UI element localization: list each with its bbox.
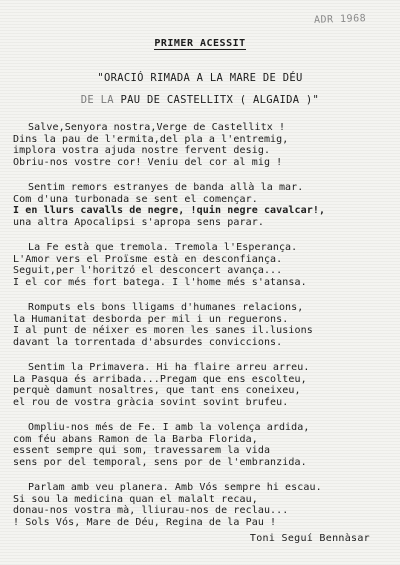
poem-line: Dins la pau de l'ermita,del pla a l'entremig, [13, 133, 289, 145]
poem-line: I el cor més fort batega. I l'home més s'atansa. [13, 276, 307, 288]
poem-line: davant la torrentada d'absurdes conviccions. [13, 336, 283, 348]
prize-heading-text: PRIMER ACESSIT [154, 38, 246, 49]
poem-line: L'Amor vers el Proïsme està en desconfiança. [13, 253, 283, 265]
poem-line: Parlam amb veu planera. Amb Vós sempre hi escau. [28, 482, 322, 493]
stanza-7 [13, 482, 393, 528]
poem-line: implora vostra ajuda nostre fervent desig. [13, 145, 271, 156]
poem-line: Salve,Senyora nostra,Verge de Castellitx ! [28, 122, 286, 133]
poem-line: ! Sols Vós, Mare de Déu, Regina de la Pau ! [13, 516, 277, 528]
stanza-3 [13, 242, 393, 288]
poem-title-line-2 [0, 94, 400, 106]
stanza-5 [13, 362, 393, 408]
poem-title-faint-text: DE LA [80, 94, 114, 106]
poem-line: La Pasqua és arribada...Pregam que ens escolteu, [13, 373, 307, 385]
poem-body [13, 122, 393, 542]
stanza-4 [13, 302, 393, 348]
poem-line: essent sempre qui som, travessarem la vida [13, 445, 271, 456]
poem-line: sens por del temporal, sens por de l'embranzida. [13, 456, 307, 468]
author-signature: Toni Seguí Bennàsar [249, 533, 370, 544]
date-stamp: ADR 1968 [313, 13, 367, 26]
poem-line: Sentim remors estranyes de banda allà la mar. [28, 182, 304, 193]
prize-heading [0, 38, 400, 49]
poem-line: una altra Apocalipsi s'apropa sens parar. [13, 216, 264, 228]
stanza-6 [13, 422, 393, 468]
poem-line: Sentim la Primavera. Hi ha flaire arreu arreu. [28, 362, 310, 373]
poem-line: com féu abans Ramon de la Barba Florida, [13, 433, 258, 445]
poem-line: Ompliu-nos més de Fe. I amb la volença ardida, [28, 422, 310, 433]
poem-line: donau-nos vostra mà, lliurau-nos de reclau... [13, 505, 289, 516]
poem-line: la Humanitat desborda per mil i un reguerons. [13, 313, 289, 325]
poem-line: perquè damunt nosaltres, que tant ens coneixeu, [13, 385, 301, 396]
poem-line: el rou de vostra gràcia sovint sovint brufeu. [13, 396, 289, 408]
stanza-2 [13, 182, 393, 228]
poem-title-main-text: PAU DE CASTELLITX ( ALGAIDA )" [120, 94, 320, 106]
poem-line: Seguit,per l'horitzó el desconcert avança... [13, 265, 283, 276]
poem-line: Romputs els bons lligams d'humanes relacions, [28, 302, 304, 313]
poem-line: I al punt de néixer es moren les sanes il.lusions [13, 325, 313, 336]
poem-line: Com d'una turbonada se sent el començar. [13, 193, 258, 205]
poem-title-line-1: "ORACIÓ RIMADA A LA MARE DE DÉU [97, 72, 303, 84]
poem-line: I en llurs cavalls de negre, !quin negre cavalcar!, [13, 205, 326, 216]
poem-line: Obriu-nos vostre cor! Veniu del cor al mig ! [13, 156, 283, 168]
poem-line: Si sou la medicina quan el malalt recau, [13, 493, 258, 505]
stanza-1 [13, 122, 393, 168]
poem-line: La Fe està que tremola. Tremola l'Esperança. [28, 242, 298, 253]
